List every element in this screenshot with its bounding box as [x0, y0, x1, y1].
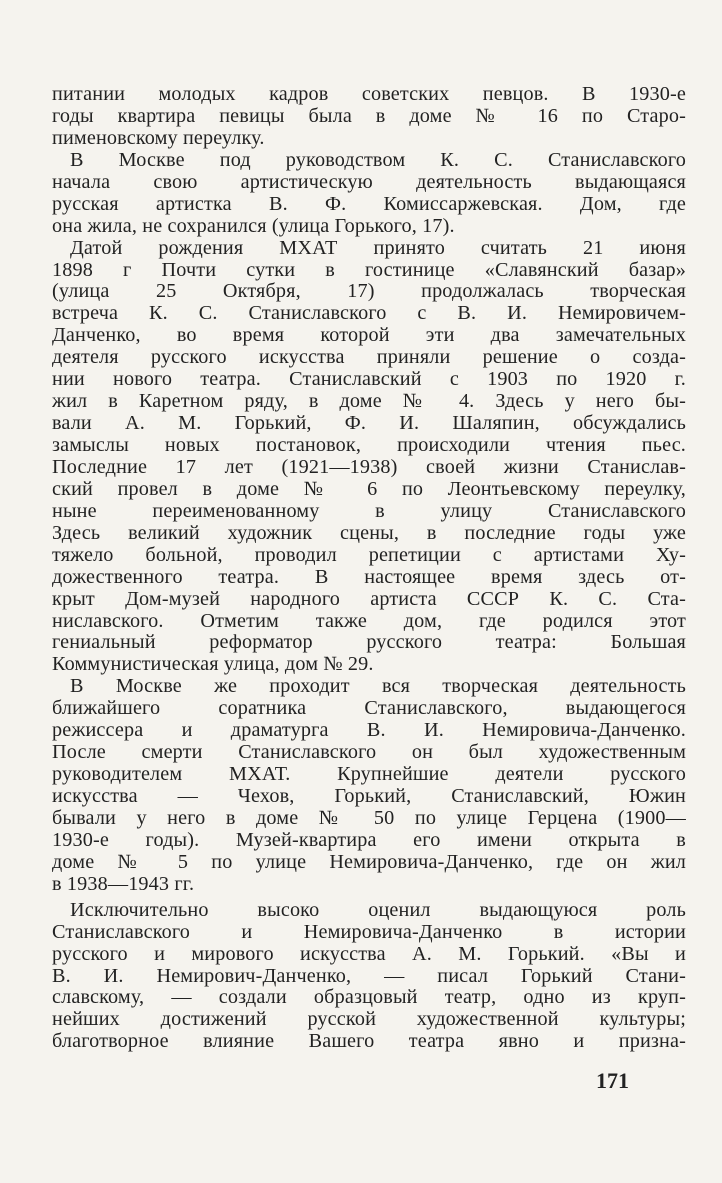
text-line: После смерти Станиславского он был художественным: [52, 742, 686, 764]
text-line: пименовскому переулку.: [52, 127, 265, 149]
text-line: Исключительно высоко оценил выдающуюся роль: [70, 899, 686, 921]
text-line: В. И. Немирович-Данченко, — писал Горький Стани-: [52, 965, 686, 987]
text-line: встреча К. С. Станиславского с В. И. Немировичем-: [52, 303, 686, 325]
text-line: нейших достижений русской художественной культуры;: [52, 1009, 686, 1031]
text-line: благотворное влияние Вашего театра явно и призна-: [52, 1031, 686, 1053]
text-line: крыт Дом-музей народного артиста СССР К. С. Ста-: [52, 588, 686, 610]
text-line: ближайшего соратника Станиславского, выдающегося: [52, 698, 686, 720]
text-line: Здесь великий художник сцены, в последние годы уже: [52, 522, 686, 544]
text-line: В Москве же проходит вся творческая деятельность: [70, 676, 686, 698]
text-line: в 1938—1943 гг.: [52, 873, 195, 895]
text-line: бывали у него в доме № 50 по улице Герцена (1900—: [52, 807, 686, 829]
text-line: начала свою артистическую деятельность выдающаяся: [52, 171, 686, 193]
text-line: замыслы новых постановок, происходили чтения пьес.: [52, 435, 686, 456]
text-line: режиссера и драматурга В. И. Немировича-Данченко.: [52, 720, 686, 742]
text-line: вали А. М. Горький, Ф. И. Шаляпин, обсуждались: [52, 413, 686, 435]
text-line: руководителем МХАТ. Крупнейшие деятели русского: [52, 764, 686, 786]
text-line: русская артистка В. Ф. Комиссаржевская. Дом, где: [52, 193, 686, 215]
paragraph: [52, 900, 686, 1054]
text-line: деятеля русского искусства приняли решение о созда-: [52, 347, 686, 369]
text-line: славскому, — создали образцовый театр, одно из круп-: [52, 987, 686, 1009]
text-line: искусства — Чехов, Горький, Станиславский, Южин: [52, 786, 686, 807]
text-line: ниславского. Отметим также дом, где родился этот: [52, 610, 686, 632]
text-line: она жила, не сохранился (улица Горького, 17).: [52, 215, 455, 237]
text-line: (улица 25 Октября, 17) продолжалась творческая: [52, 281, 686, 303]
text-line: русского и мирового искусства А. М. Горький. «Вы и: [52, 943, 686, 965]
text-line: 1930-е годы). Музей-квартира его имени открыта в: [52, 829, 686, 851]
text-line: годы квартира певицы была в доме № 16 по Старо-: [52, 105, 686, 127]
page-number: 171: [596, 1068, 629, 1093]
text-line: нии нового театра. Станиславский с 1903 по 1920 г.: [52, 369, 686, 391]
text-line: Коммунистическая улица, дом № 29.: [52, 654, 374, 676]
paragraph: [52, 238, 686, 677]
text-line: Последние 17 лет (1921—1938) своей жизни Станислав-: [52, 456, 686, 478]
text-line: ныне переименованному в улицу Станиславского: [52, 500, 686, 522]
text-line: Станиславского и Немировича-Данченко в истории: [52, 921, 686, 943]
text-line: тяжело больной, проводил репетиции с артистами Ху-: [52, 544, 686, 566]
text-line: доме № 5 по улице Немировича-Данченко, где он жил: [52, 851, 686, 873]
text-line: дожественного театра. В настоящее время здесь от-: [52, 566, 686, 588]
text-line: жил в Каретном ряду, в доме № 4. Здесь у него бы-: [52, 391, 686, 413]
text-line: Датой рождения МХАТ принято считать 21 июня: [70, 237, 686, 259]
paragraph: [52, 150, 686, 238]
paragraph: [52, 84, 686, 150]
text-line: В Москве под руководством К. С. Станиславского: [70, 149, 686, 171]
text-line: 1898 г Почти сутки в гостинице «Славянский базар»: [52, 259, 686, 281]
text-line: питании молодых кадров советских певцов. В 1930-е: [52, 84, 686, 105]
text-line: гениальный реформатор русского театра: Большая: [52, 632, 686, 654]
text-line: Данченко, во время которой эти два замечательных: [52, 325, 686, 347]
text-line: ский провел в доме № 6 по Леонтьевскому переулку,: [52, 478, 686, 500]
body-text: [52, 84, 686, 1053]
paragraph: [52, 676, 686, 895]
